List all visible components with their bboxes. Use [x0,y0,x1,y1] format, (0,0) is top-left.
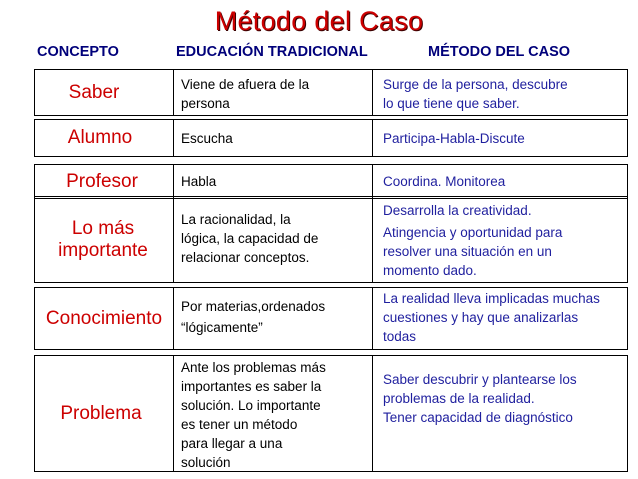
traditional-cell [174,70,373,115]
traditional-line: “lógicamente” [181,320,263,335]
case-method-line: todas [383,329,417,344]
traditional-line: importantes es saber la [181,379,322,394]
concept-label: Profesor [66,170,138,192]
case-method-line: La realidad lleva implicadas muchas [383,291,600,306]
concept-label: Lo más [71,217,135,239]
table-row-profesor [34,164,628,199]
traditional-cell [174,356,373,471]
table-row-saber [34,69,628,116]
case-method-line: Saber descubrir y plantearse los [383,372,577,387]
header-metodo-del-caso: MÉTODO DEL CASO [428,44,571,60]
concept-label: Saber [68,81,120,103]
traditional-line: lógica, la capacidad de [181,231,319,246]
concept-label: Problema [60,402,142,424]
traditional-line: Escucha [181,130,233,146]
case-method-cell [373,165,627,198]
traditional-line: Habla [181,174,217,189]
traditional-line: solución. Lo importante [181,398,321,413]
case-method-line: problemas de la realidad. [383,391,535,406]
concept-cell [35,70,174,115]
concept-cell [35,165,174,198]
concept-label: Conocimiento [45,307,163,329]
case-method-line: cuestiones y hay que analizarlas [383,310,579,325]
header-educacion-tradicional: EDUCACIÓN TRADICIONAL [176,44,368,60]
traditional-line: para llegar a una [181,436,283,451]
page-title: Método del Caso [214,6,424,36]
case-method-line: Atingencia y oportunidad para [383,225,563,240]
case-method-line: Coordina. Monitorea [383,174,506,189]
traditional-cell [174,165,373,198]
case-method-line: resolver una situación en un [383,244,552,259]
table-row-lo-mas-importante [34,196,628,283]
case-method-cell [373,288,627,349]
case-method-cell [373,197,627,282]
traditional-line: Viene de afuera de la [181,77,310,92]
traditional-cell [174,120,373,156]
case-method-cell [373,70,627,115]
case-method-line: Participa-Habla-Discute [383,130,525,146]
table-row-conocimiento [34,287,628,350]
traditional-line: persona [181,96,230,111]
case-method-cell [373,356,627,471]
case-method-line: Desarrolla la creatividad. [383,203,532,218]
traditional-line: La racionalidad, la [181,212,291,227]
traditional-line: Ante los problemas más [181,360,326,375]
traditional-line: Por materias,ordenados [181,299,326,314]
header-concepto: CONCEPTO [37,44,119,60]
traditional-line: es tener un método [181,417,298,432]
case-method-line: Surge de la persona, descubre [383,77,568,92]
traditional-cell [174,197,373,282]
traditional-line: relacionar conceptos. [181,250,310,265]
traditional-line: solución [181,455,231,470]
case-method-line: momento dado. [383,263,477,278]
table-row-problema [34,355,628,472]
case-method-line: lo que tiene que saber. [383,96,520,111]
concept-label: importante [58,239,148,261]
case-method-cell [373,120,627,156]
case-method-line: Tener capacidad de diagnóstico [383,410,573,425]
concept-label: Alumno [67,127,133,148]
table-row-alumno [34,119,628,157]
concept-cell [35,356,174,471]
concept-cell [35,288,174,349]
traditional-cell [174,288,373,349]
concept-cell [35,120,174,156]
concept-cell [35,197,174,282]
